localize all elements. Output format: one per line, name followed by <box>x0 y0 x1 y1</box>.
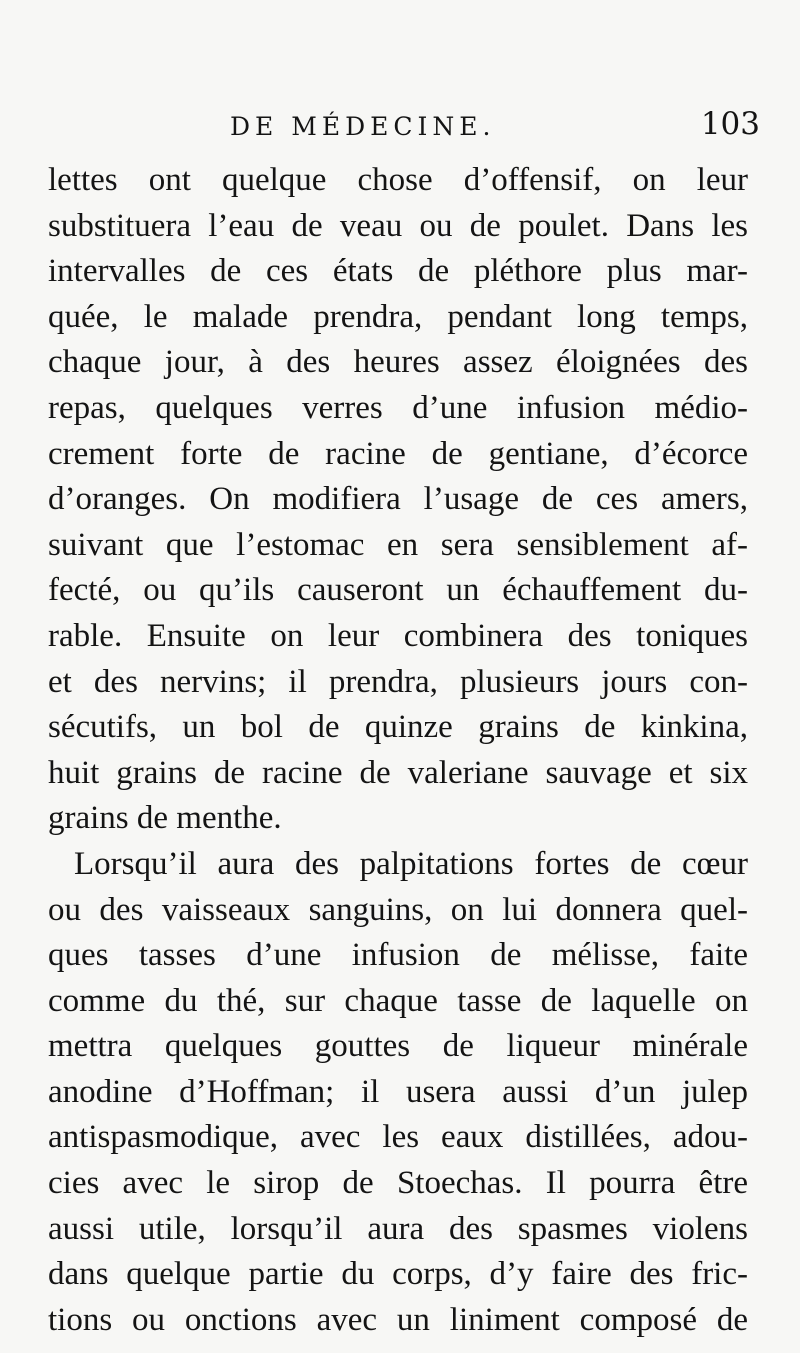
text-line: chaque jour, à des heures assez éloignées des <box>48 344 748 381</box>
text-line: anodine d’Hoffman; il usera aussi d’un julep <box>48 1073 748 1110</box>
text-line: ou des vaisseaux sanguins, on lui donnera quel- <box>48 891 748 928</box>
running-head <box>0 106 800 152</box>
text-line: et des nervins; il prendra, plusieurs jours con- <box>48 663 748 700</box>
text-line: cies avec le sirop de Stoechas. Il pourra être <box>48 1165 748 1202</box>
text-line: lettes ont quelque chose d’offensif, on leur <box>48 162 748 198</box>
text-line: ques tasses d’une infusion de mélisse, faite <box>48 937 748 974</box>
text-line: grains de menthe. <box>48 800 282 837</box>
text-line: rable. Ensuite on leur combinera des toniques <box>48 617 748 654</box>
running-title: DE MÉDECINE. <box>230 112 496 141</box>
page-number: 103 <box>700 106 760 142</box>
text-line: fecté, ou qu’ils causeront un échauffement du- <box>48 572 748 609</box>
text-body <box>48 158 748 1343</box>
text-line: tions ou onctions avec un liniment composé de <box>48 1301 748 1338</box>
text-line: substituera l’eau de veau ou de poulet. Dans les <box>48 207 748 244</box>
text-line: repas, quelques verres d’une infusion médio- <box>48 389 748 426</box>
text-line: aussi utile, lorsqu’il aura des spasmes violens <box>48 1210 748 1247</box>
text-line: Lorsqu’il aura des palpitations fortes de cœur <box>74 845 748 882</box>
text-line: sécutifs, un bol de quinze grains de kinkina, <box>48 709 748 746</box>
text-line: comme du thé, sur chaque tasse de laquelle on <box>48 982 748 1019</box>
text-line: huit grains de racine de valeriane sauvage et six <box>48 754 748 791</box>
paragraph-1 <box>48 158 748 842</box>
text-line: antispasmodique, avec les eaux distillées, adou- <box>48 1119 748 1156</box>
text-line: intervalles de ces états de pléthore plus mar- <box>48 253 748 290</box>
text-line: mettra quelques gouttes de liqueur minérale <box>48 1028 748 1065</box>
text-line: quée, le malade prendra, pendant long temps, <box>48 298 748 335</box>
paragraph-2 <box>48 842 748 1344</box>
text-line: dans quelque partie du corps, d’y faire des fric- <box>48 1256 748 1293</box>
text-line: d’oranges. On modifiera l’usage de ces amers, <box>48 481 748 518</box>
text-line: suivant que l’estomac en sera sensiblement af- <box>48 526 748 563</box>
text-line: crement forte de racine de gentiane, d’écorce <box>48 435 748 472</box>
